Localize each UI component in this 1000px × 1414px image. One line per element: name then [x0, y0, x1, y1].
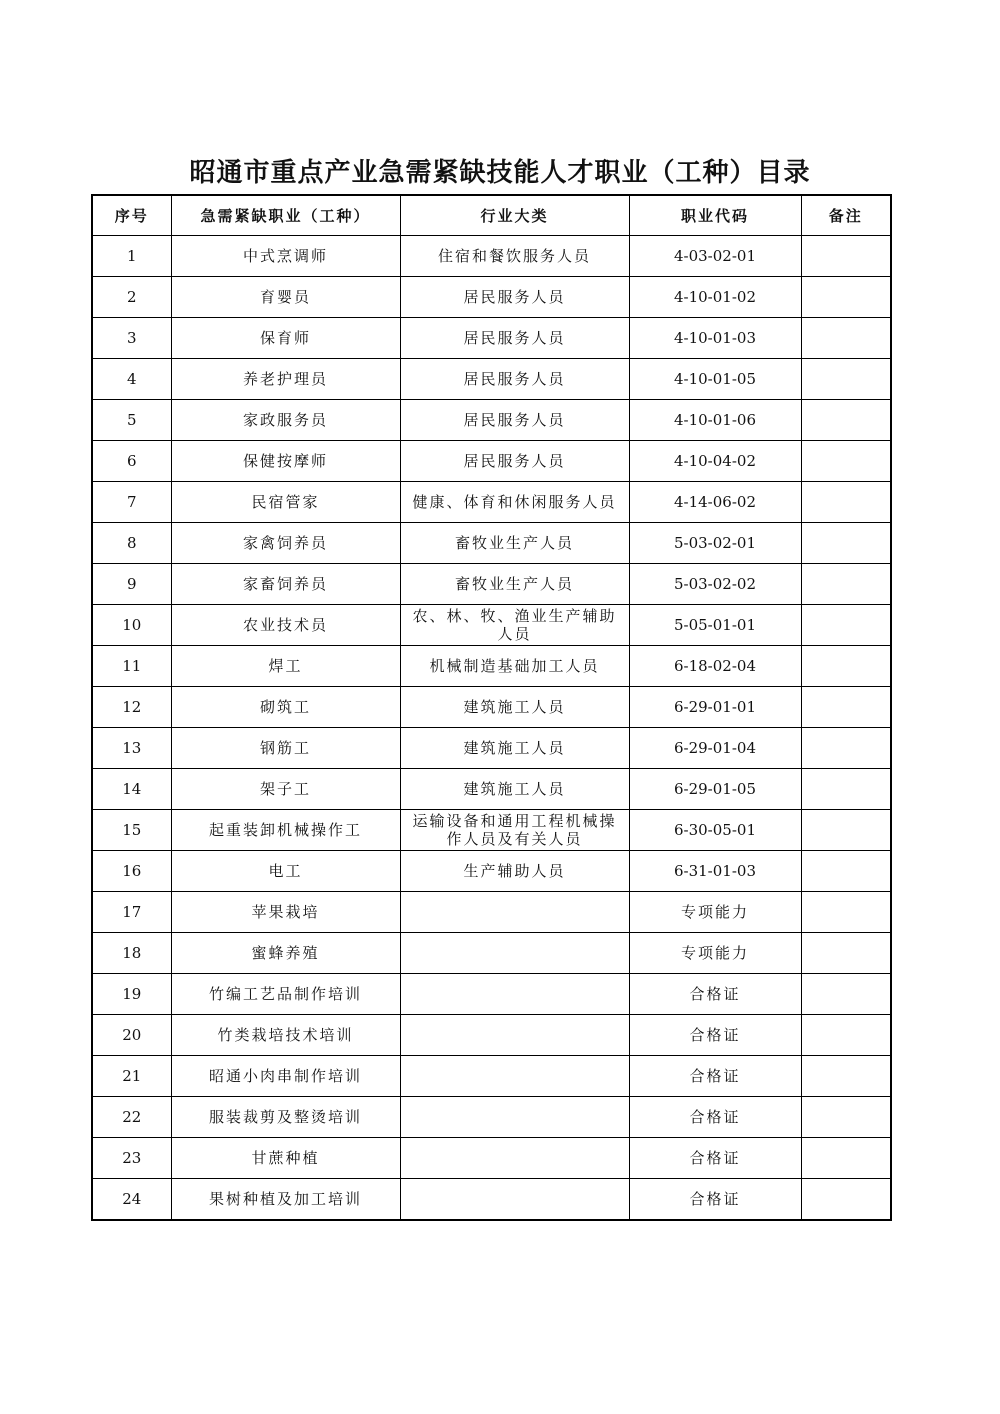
cell-industry: 机械制造基础加工人员: [400, 646, 629, 687]
cell-note: [801, 1015, 891, 1056]
cell-occupation: 服装裁剪及整烫培训: [171, 1097, 400, 1138]
cell-seq: 5: [92, 400, 171, 441]
cell-seq: 14: [92, 769, 171, 810]
cell-note: [801, 1179, 891, 1221]
cell-industry: 建筑施工人员: [400, 687, 629, 728]
cell-seq: 22: [92, 1097, 171, 1138]
cell-note: [801, 687, 891, 728]
cell-industry: 居民服务人员: [400, 441, 629, 482]
cell-occupation: 育婴员: [171, 277, 400, 318]
cell-occupation: 昭通小肉串制作培训: [171, 1056, 400, 1097]
cell-occupation: 家政服务员: [171, 400, 400, 441]
cell-occupation: 农业技术员: [171, 605, 400, 646]
cell-note: [801, 1138, 891, 1179]
cell-occupation: 果树种植及加工培训: [171, 1179, 400, 1221]
header-occupation: 急需紧缺职业（工种）: [171, 195, 400, 236]
cell-seq: 2: [92, 277, 171, 318]
cell-industry: [400, 933, 629, 974]
cell-seq: 1: [92, 236, 171, 277]
cell-code: 4-10-01-02: [629, 277, 801, 318]
table-row: [92, 359, 891, 400]
cell-note: [801, 400, 891, 441]
header-code: 职业代码: [629, 195, 801, 236]
cell-industry: 运输设备和通用工程机械操作人员及有关人员: [400, 810, 629, 851]
cell-industry: 畜牧业生产人员: [400, 564, 629, 605]
table-row: [92, 236, 891, 277]
cell-code: 6-31-01-03: [629, 851, 801, 892]
cell-note: [801, 523, 891, 564]
table-row: [92, 277, 891, 318]
cell-note: [801, 646, 891, 687]
cell-note: [801, 359, 891, 400]
cell-seq: 18: [92, 933, 171, 974]
cell-industry: 建筑施工人员: [400, 728, 629, 769]
cell-occupation: 甘蔗种植: [171, 1138, 400, 1179]
cell-note: [801, 277, 891, 318]
cell-code: 合格证: [629, 1179, 801, 1221]
cell-note: [801, 974, 891, 1015]
cell-seq: 7: [92, 482, 171, 523]
cell-occupation: 中式烹调师: [171, 236, 400, 277]
cell-code: 合格证: [629, 974, 801, 1015]
cell-industry: 居民服务人员: [400, 359, 629, 400]
cell-seq: 17: [92, 892, 171, 933]
cell-occupation: 家畜饲养员: [171, 564, 400, 605]
cell-code: 4-03-02-01: [629, 236, 801, 277]
table-row: [92, 523, 891, 564]
cell-occupation: 竹类栽培技术培训: [171, 1015, 400, 1056]
cell-seq: 21: [92, 1056, 171, 1097]
cell-occupation: 家禽饲养员: [171, 523, 400, 564]
cell-seq: 4: [92, 359, 171, 400]
cell-industry: [400, 892, 629, 933]
header-seq: 序号: [92, 195, 171, 236]
cell-industry: [400, 1056, 629, 1097]
cell-note: [801, 810, 891, 851]
cell-seq: 3: [92, 318, 171, 359]
table-row: [92, 1138, 891, 1179]
cell-seq: 19: [92, 974, 171, 1015]
cell-code: 4-10-01-05: [629, 359, 801, 400]
cell-occupation: 保育师: [171, 318, 400, 359]
table-row: [92, 687, 891, 728]
header-industry: 行业大类: [400, 195, 629, 236]
cell-seq: 20: [92, 1015, 171, 1056]
cell-industry: 农、林、牧、渔业生产辅助人员: [400, 605, 629, 646]
cell-industry: [400, 1138, 629, 1179]
cell-occupation: 钢筋工: [171, 728, 400, 769]
cell-code: 4-10-01-03: [629, 318, 801, 359]
cell-occupation: 架子工: [171, 769, 400, 810]
cell-industry: 居民服务人员: [400, 400, 629, 441]
cell-code: 4-14-06-02: [629, 482, 801, 523]
cell-seq: 9: [92, 564, 171, 605]
cell-code: 6-30-05-01: [629, 810, 801, 851]
cell-occupation: 蜜蜂养殖: [171, 933, 400, 974]
cell-note: [801, 769, 891, 810]
table-row: [92, 1015, 891, 1056]
table-row: [92, 441, 891, 482]
cell-seq: 16: [92, 851, 171, 892]
page-title: 昭通市重点产业急需紧缺技能人才职业（工种）目录: [189, 158, 811, 188]
cell-code: 5-03-02-01: [629, 523, 801, 564]
cell-seq: 8: [92, 523, 171, 564]
cell-industry: 居民服务人员: [400, 277, 629, 318]
cell-note: [801, 1097, 891, 1138]
cell-industry: 住宿和餐饮服务人员: [400, 236, 629, 277]
cell-industry: [400, 1097, 629, 1138]
cell-note: [801, 482, 891, 523]
cell-industry: 健康、体育和休闲服务人员: [400, 482, 629, 523]
header-note: 备注: [801, 195, 891, 236]
cell-industry: 生产辅助人员: [400, 851, 629, 892]
cell-occupation: 砌筑工: [171, 687, 400, 728]
cell-seq: 10: [92, 605, 171, 646]
cell-code: 专项能力: [629, 892, 801, 933]
cell-code: 6-29-01-05: [629, 769, 801, 810]
cell-industry: [400, 1179, 629, 1221]
table-row: [92, 851, 891, 892]
table-row: [92, 728, 891, 769]
cell-note: [801, 728, 891, 769]
table-row: [92, 400, 891, 441]
table-row: [92, 482, 891, 523]
table-body: [92, 236, 891, 1221]
cell-occupation: 养老护理员: [171, 359, 400, 400]
cell-occupation: 起重装卸机械操作工: [171, 810, 400, 851]
table-row: [92, 810, 891, 851]
cell-note: [801, 851, 891, 892]
cell-code: 6-29-01-01: [629, 687, 801, 728]
table-row: [92, 564, 891, 605]
cell-code: 5-03-02-02: [629, 564, 801, 605]
cell-code: 合格证: [629, 1056, 801, 1097]
cell-seq: 24: [92, 1179, 171, 1221]
cell-note: [801, 441, 891, 482]
table-row: [92, 892, 891, 933]
cell-code: 4-10-04-02: [629, 441, 801, 482]
table-row: [92, 1097, 891, 1138]
cell-code: 4-10-01-06: [629, 400, 801, 441]
cell-industry: 建筑施工人员: [400, 769, 629, 810]
cell-seq: 23: [92, 1138, 171, 1179]
cell-seq: 13: [92, 728, 171, 769]
cell-occupation: 竹编工艺品制作培训: [171, 974, 400, 1015]
cell-industry: [400, 974, 629, 1015]
cell-note: [801, 318, 891, 359]
cell-code: 5-05-01-01: [629, 605, 801, 646]
cell-seq: 11: [92, 646, 171, 687]
cell-note: [801, 605, 891, 646]
cell-occupation: 电工: [171, 851, 400, 892]
cell-note: [801, 1056, 891, 1097]
cell-note: [801, 564, 891, 605]
cell-industry: [400, 1015, 629, 1056]
table-row: [92, 605, 891, 646]
cell-occupation: 苹果栽培: [171, 892, 400, 933]
cell-industry: 居民服务人员: [400, 318, 629, 359]
table-row: [92, 974, 891, 1015]
cell-code: 合格证: [629, 1015, 801, 1056]
cell-occupation: 民宿管家: [171, 482, 400, 523]
table-row: [92, 1179, 891, 1221]
table-row: [92, 1056, 891, 1097]
cell-code: 合格证: [629, 1097, 801, 1138]
cell-seq: 15: [92, 810, 171, 851]
table-row: [92, 646, 891, 687]
cell-note: [801, 933, 891, 974]
table-header-row: [92, 195, 891, 236]
table-row: [92, 318, 891, 359]
cell-occupation: 焊工: [171, 646, 400, 687]
cell-note: [801, 236, 891, 277]
cell-code: 6-29-01-04: [629, 728, 801, 769]
occupation-catalog-table: [91, 194, 892, 1221]
cell-code: 合格证: [629, 1138, 801, 1179]
cell-note: [801, 892, 891, 933]
cell-code: 专项能力: [629, 933, 801, 974]
cell-seq: 12: [92, 687, 171, 728]
table-row: [92, 933, 891, 974]
cell-code: 6-18-02-04: [629, 646, 801, 687]
cell-industry: 畜牧业生产人员: [400, 523, 629, 564]
table-row: [92, 769, 891, 810]
cell-occupation: 保健按摩师: [171, 441, 400, 482]
cell-seq: 6: [92, 441, 171, 482]
